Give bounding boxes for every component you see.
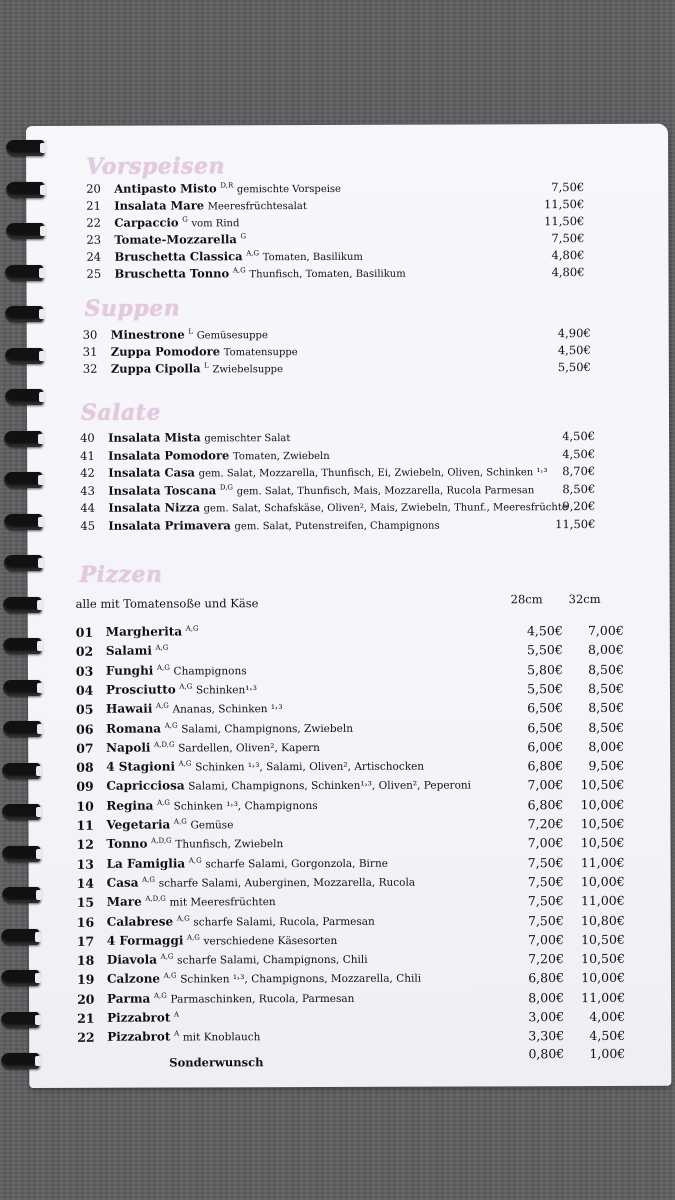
item-number: 07: [76, 740, 94, 756]
menu-item: [76, 798, 317, 813]
item-number: 03: [75, 663, 94, 679]
menu-item: [77, 855, 388, 870]
allergen-codes: A,D,G: [145, 894, 166, 903]
price-28cm: 7,20€: [528, 951, 564, 967]
item-name: Zuppa Cipolla: [110, 361, 201, 376]
menu-item: [77, 1029, 260, 1044]
item-price: 4,50€: [557, 343, 591, 358]
item-number: 44: [80, 500, 95, 515]
item-price: 7,50€: [551, 180, 585, 195]
sonderwunsch-price-32: 1,00€: [589, 1045, 626, 1062]
binding-ring: [4, 555, 42, 571]
item-description: mit Knoblauch: [182, 1031, 261, 1044]
item-description: gem. Salat, Putenstreifen, Champignons: [234, 520, 440, 532]
allergen-codes: L: [188, 327, 194, 336]
allergen-codes: A,G: [164, 721, 178, 730]
allergen-codes: D,G: [219, 482, 234, 491]
item-number: 11: [76, 817, 94, 833]
price-28cm: 7,00€: [528, 931, 564, 948]
item-name: Insalata Nizza: [108, 500, 201, 515]
item-number: 23: [86, 232, 102, 247]
price-28cm: 7,20€: [527, 816, 564, 832]
item-name: Insalata Mare: [114, 198, 205, 213]
item-description: scharfe Salami, Auberginen, Mozzarella, Rucola: [158, 876, 416, 890]
binding-ring: [3, 680, 41, 696]
menu-item: [77, 971, 421, 986]
item-number: 05: [76, 701, 94, 718]
allergen-codes: A,G: [185, 624, 199, 633]
price-28cm: 7,50€: [527, 854, 564, 870]
item-number: 16: [76, 914, 95, 930]
binding-ring: [1, 1012, 39, 1028]
price-32cm: 7,00€: [587, 622, 624, 639]
price-28cm: 5,80€: [527, 661, 563, 677]
price-28cm: 7,50€: [527, 912, 564, 928]
binding-ring: [5, 348, 43, 364]
allergen-codes: A,G: [155, 643, 169, 653]
item-price: 4,50€: [562, 446, 596, 461]
item-price: 11,50€: [555, 516, 596, 531]
allergen-codes: A,G: [163, 972, 177, 981]
item-name: Parma: [107, 991, 151, 1006]
price-32cm: 11,00€: [580, 854, 625, 870]
item-description: Thunfisch, Tomaten, Basilikum: [249, 268, 406, 281]
menu-item: [86, 232, 246, 247]
binding-ring: [1, 929, 39, 945]
binding-ring: [5, 389, 43, 405]
price-28cm: 6,00€: [527, 738, 564, 755]
allergen-codes: A,G: [142, 875, 156, 884]
binding-ring: [1, 970, 39, 986]
binding-ring: [6, 140, 44, 156]
menu-item: [86, 198, 307, 213]
menu-item: [80, 447, 330, 462]
item-description: scharfe Salami, Rucola, Parmesan: [193, 915, 375, 928]
item-number: 25: [86, 266, 102, 281]
allergen-codes: A,G: [179, 682, 193, 691]
allergen-codes: G: [240, 232, 247, 241]
item-number: 12: [76, 837, 94, 853]
item-number: 13: [76, 856, 95, 872]
pizza-note: alle mit Tomatensoße und Käse: [75, 596, 259, 611]
menu-item: [76, 624, 199, 638]
menu-item: [83, 327, 268, 342]
item-description: gem. Salat, Schafskäse, Oliven², Mais, Zwiebeln, Thunf., Meeresfrüchte: [203, 502, 568, 515]
item-description: gem. Salat, Mozzarella, Thunfisch, Ei, Zwiebeln, Oliven, Schinken ¹˒³: [198, 467, 548, 480]
item-price: 4,80€: [551, 248, 585, 263]
menu-item: [86, 215, 239, 230]
item-price: 7,50€: [551, 231, 585, 246]
item-number: 17: [76, 933, 95, 949]
price-32cm: 10,50€: [580, 777, 625, 793]
item-number: 45: [80, 518, 96, 533]
binding-ring: [3, 721, 41, 737]
binding-ring: [4, 431, 42, 447]
item-price: 8,70€: [562, 464, 596, 479]
menu-item: [76, 759, 424, 774]
binding-ring: [6, 182, 44, 198]
item-name: Calzone: [106, 971, 161, 987]
item-price: 9,20€: [562, 499, 596, 514]
price-32cm: 10,00€: [580, 873, 625, 889]
item-number: 22: [86, 215, 102, 230]
allergen-codes: A,G: [157, 798, 170, 807]
item-name: Tomate-Mozzarella: [114, 232, 237, 247]
menu-item: [77, 875, 415, 890]
allergen-codes: A: [173, 1010, 180, 1019]
price-28cm: 5,50€: [527, 681, 563, 697]
item-price: 4,90€: [557, 326, 591, 341]
item-name: 4 Stagioni: [106, 759, 176, 774]
menu-item: [76, 817, 233, 832]
allergen-codes: A,D,G: [154, 740, 175, 749]
price-28cm: 7,50€: [527, 893, 564, 909]
item-name: Napoli: [106, 740, 151, 755]
item-name: Calabrese: [106, 913, 174, 929]
item-name: Romana: [106, 721, 162, 736]
item-price: 11,50€: [544, 214, 585, 229]
item-number: 09: [76, 779, 94, 795]
item-description: gem. Salat, Thunfisch, Mais, Mozzarella, Rucola Parmesan: [236, 484, 535, 497]
item-number: 40: [80, 430, 95, 445]
price-28cm: 7,00€: [527, 777, 564, 793]
item-number: 31: [82, 344, 98, 359]
binding-ring: [1, 1053, 39, 1069]
item-number: 19: [76, 972, 95, 988]
item-name: La Famiglia: [106, 856, 186, 871]
item-name: Vegetaria: [106, 817, 171, 832]
item-number: 02: [75, 644, 94, 660]
price-28cm: 6,50€: [527, 719, 564, 735]
item-description: Zwiebelsuppe: [212, 364, 283, 376]
item-description: Gemüse: [190, 819, 234, 832]
binding-ring: [5, 306, 43, 322]
item-description: Tomaten, Zwiebeln: [232, 450, 330, 462]
price-28cm: 6,80€: [527, 796, 564, 812]
item-name: Salami: [105, 643, 152, 659]
allergen-codes: G: [182, 215, 188, 224]
price-32cm: 8,00€: [588, 738, 625, 754]
item-description: mit Meeresfrüchten: [169, 896, 276, 909]
item-number: 10: [76, 798, 94, 814]
item-description: gemischte Vorspeise: [236, 183, 341, 196]
item-number: 42: [80, 465, 95, 480]
spiral-binding: [0, 140, 50, 1100]
allergen-codes: A,G: [160, 952, 174, 961]
item-description: Salami, Champignons, Schinken¹˒³, Oliven², Peperoni: [188, 779, 472, 793]
item-description: vom Rind: [191, 218, 240, 230]
menu-item: [76, 663, 247, 678]
item-name: Bruschetta Classica: [114, 249, 243, 264]
menu-item: [76, 682, 257, 697]
price-32cm: 10,80€: [580, 912, 625, 928]
section-title-salate: Salate: [80, 399, 161, 426]
price-28cm: 8,00€: [528, 989, 565, 1005]
binding-ring: [6, 223, 44, 239]
item-price: 11,50€: [544, 197, 585, 212]
menu-item: [76, 740, 320, 755]
item-name: Capricciosa: [106, 778, 185, 794]
menu-item: [76, 701, 283, 716]
menu-item: [83, 344, 298, 359]
item-description: Schinken ¹˒³, Champignons: [173, 799, 318, 813]
price-32cm: 8,50€: [588, 719, 625, 735]
item-number: 01: [75, 624, 94, 640]
menu-item: [77, 913, 375, 928]
menu-item: [83, 361, 283, 376]
item-description: scharfe Salami, Champignons, Chili: [177, 953, 368, 967]
item-number: 20: [86, 181, 101, 196]
item-number: 30: [82, 327, 98, 342]
item-number: 21: [86, 198, 101, 213]
item-number: 14: [76, 875, 95, 891]
item-name: Prosciutto: [105, 682, 176, 697]
menu-item: [86, 266, 405, 281]
item-number: 43: [80, 483, 95, 498]
binding-ring: [3, 597, 41, 613]
price-32cm: 4,00€: [589, 1008, 626, 1025]
item-name: Margherita: [105, 624, 183, 639]
item-description: gemischter Salat: [204, 433, 291, 445]
item-name: Insalata Mista: [108, 430, 201, 445]
price-32cm: 10,50€: [581, 951, 625, 967]
item-name: Bruschetta Tonno: [114, 266, 230, 281]
allergen-codes: A,G: [188, 856, 202, 865]
item-number: 21: [77, 1010, 95, 1026]
item-description: Schinken ¹˒³, Salami, Oliven², Artischocken: [195, 760, 425, 774]
binding-ring: [5, 265, 43, 281]
binding-ring: [4, 472, 42, 488]
item-number: 04: [75, 682, 94, 698]
item-description: Sardellen, Oliven², Kapern: [178, 741, 320, 755]
menu-item: [77, 952, 368, 967]
item-number: 20: [77, 991, 95, 1007]
item-description: Champignons: [173, 664, 247, 678]
item-description: scharfe Salami, Gorgonzola, Birne: [205, 857, 388, 870]
section-title-suppen: Suppen: [84, 295, 181, 322]
section-title-pizzen: Pizzen: [79, 561, 163, 588]
menu-item: [77, 1010, 179, 1024]
item-name: Diavola: [106, 952, 157, 967]
item-name: Minestrone: [110, 327, 185, 342]
allergen-codes: A,G: [178, 759, 192, 768]
section-title-vorspeisen: Vorspeisen: [86, 153, 226, 180]
allergen-codes: A,D,G: [151, 836, 172, 846]
item-number: 15: [76, 894, 95, 911]
item-description: Parmaschinken, Rucola, Parmesan: [170, 992, 355, 1006]
item-description: verschiedene Käsesorten: [203, 934, 338, 948]
allergen-codes: A,G: [156, 663, 170, 672]
binding-ring: [4, 514, 42, 530]
item-number: 32: [82, 361, 98, 376]
item-name: Insalata Toscana: [108, 482, 217, 498]
item-number: 06: [76, 721, 94, 737]
item-price: 4,50€: [562, 429, 596, 444]
item-description: Meeresfrüchtesalat: [207, 201, 307, 213]
menu-item: [76, 836, 283, 851]
menu-page: [26, 124, 671, 1088]
price-32cm: 9,50€: [588, 758, 625, 774]
item-name: Insalata Primavera: [108, 517, 231, 533]
binding-ring: [2, 763, 40, 779]
allergen-codes: A,G: [153, 991, 167, 1000]
menu-item: [80, 430, 290, 445]
menu-item: [77, 894, 276, 909]
menu-item: [86, 249, 362, 264]
price-28cm: 6,50€: [527, 700, 564, 716]
price-32cm: 11,00€: [580, 893, 625, 909]
price-28cm: 3,30€: [528, 1028, 565, 1044]
binding-ring: [2, 887, 40, 903]
item-description: Gemüsesuppe: [196, 330, 268, 342]
item-description: Tomatensuppe: [223, 347, 298, 359]
item-name: Antipasto Misto: [114, 181, 217, 196]
item-price: 4,80€: [551, 265, 585, 280]
item-price: 8,50€: [562, 481, 596, 496]
item-name: 4 Formaggi: [106, 933, 184, 948]
allergen-codes: D,R: [220, 181, 234, 190]
allergen-codes: A,G: [176, 914, 190, 923]
item-name: Zuppa Pomodore: [110, 344, 221, 359]
price-28cm: 7,50€: [527, 874, 564, 890]
price-28cm: 6,80€: [528, 970, 565, 986]
menu-item: [80, 464, 547, 480]
price-32cm: 8,50€: [588, 700, 625, 716]
sonderwunsch-label: Sonderwunsch: [169, 1055, 264, 1070]
item-name: Insalata Pomodore: [108, 447, 230, 463]
allergen-codes: A,G: [246, 249, 260, 258]
item-price: 5,50€: [557, 360, 591, 375]
price-32cm: 10,50€: [580, 835, 625, 851]
item-name: Mare: [106, 894, 142, 909]
allergen-codes: A,G: [187, 933, 200, 942]
item-description: Schinken¹˒³: [195, 684, 257, 697]
menu-item: [76, 644, 169, 658]
item-name: Pizzabrot: [107, 1010, 171, 1025]
price-32cm: 8,00€: [588, 642, 624, 658]
item-name: Insalata Casa: [108, 465, 196, 480]
item-name: Tonno: [106, 836, 148, 852]
price-28cm: 6,80€: [527, 758, 564, 774]
allergen-codes: A,G: [156, 701, 169, 710]
binding-ring: [2, 804, 40, 820]
allergen-codes: A,G: [173, 817, 187, 826]
binding-ring: [3, 638, 41, 654]
menu-item: [77, 991, 354, 1006]
item-description: Ananas, Schinken ¹˒³: [172, 703, 283, 716]
price-32cm: 8,50€: [588, 680, 624, 696]
price-28cm: 3,00€: [528, 1009, 565, 1025]
price-28cm: 5,50€: [527, 642, 563, 658]
item-number: 24: [86, 249, 102, 264]
menu-item: [76, 720, 353, 735]
item-number: 08: [76, 759, 94, 775]
allergen-codes: L: [204, 361, 209, 370]
allergen-codes: A: [174, 1029, 180, 1038]
price-32cm: 4,50€: [589, 1028, 626, 1044]
menu-item: [80, 517, 439, 532]
item-name: Pizzabrot: [107, 1029, 171, 1045]
item-number: 22: [77, 1030, 95, 1046]
menu-item: [76, 778, 471, 793]
item-name: Funghi: [105, 663, 154, 678]
sonderwunsch-price-28: 0,80€: [528, 1046, 565, 1062]
price-32cm: 10,50€: [581, 931, 625, 947]
binding-ring: [2, 846, 40, 862]
price-32cm: 8,50€: [588, 661, 624, 677]
price-32cm: 10,00€: [580, 796, 625, 812]
item-name: Casa: [106, 875, 139, 890]
item-number: 41: [80, 448, 95, 463]
menu-item: [86, 181, 341, 196]
price-28cm: 7,00€: [527, 835, 564, 851]
item-name: Regina: [106, 798, 154, 813]
item-description: Thunfisch, Zwiebeln: [175, 838, 284, 851]
menu-item: [77, 933, 337, 948]
item-name: Hawaii: [106, 701, 153, 716]
price-32cm: 10,00€: [581, 970, 626, 986]
menu-item: [80, 499, 567, 515]
price-32cm: 10,50€: [580, 815, 625, 832]
allergen-codes: A,G: [232, 266, 246, 275]
size-header-28cm: 28cm: [510, 592, 543, 607]
item-name: Carpaccio: [114, 215, 179, 230]
item-description: Schinken ¹˒³, Champignons, Mozzarella, Chili: [180, 973, 422, 986]
item-description: Tomaten, Basilikum: [262, 251, 363, 264]
size-header-32cm: 32cm: [568, 591, 601, 607]
price-28cm: 4,50€: [526, 623, 563, 639]
menu-item: [80, 482, 534, 498]
price-32cm: 11,00€: [581, 989, 626, 1005]
item-number: 18: [76, 952, 95, 968]
item-description: Salami, Champignons, Zwiebeln: [181, 722, 353, 735]
